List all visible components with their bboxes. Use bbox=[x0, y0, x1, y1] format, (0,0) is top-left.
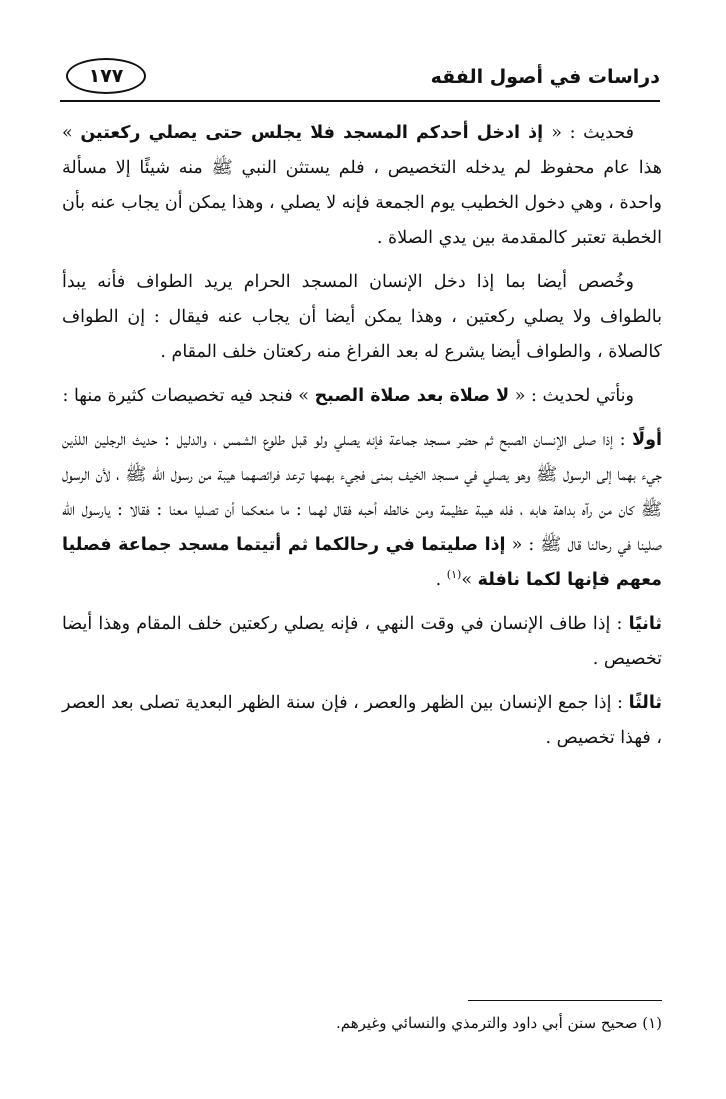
running-header bbox=[60, 58, 660, 102]
hadith-quote: لا صلاة بعد صلاة الصبح bbox=[314, 386, 510, 406]
paragraph-second bbox=[62, 607, 662, 677]
footnote-reference[interactable]: (١) bbox=[446, 568, 462, 582]
list-marker: أولًا bbox=[632, 430, 662, 450]
paragraph-text: . bbox=[435, 570, 447, 590]
paragraph-hadith-fajr bbox=[62, 379, 662, 414]
paragraph-text: » فنجد فيه تخصيصات كثيرة منها : bbox=[62, 386, 315, 406]
body-text bbox=[62, 116, 662, 765]
list-marker: ثالثًا bbox=[628, 693, 662, 713]
paragraph-text: » هذا عام محفوظ لم يدخله التخصيص ، فلم يستثن النبي ﷺ منه شيئًا إلا مسألة واحدة ، وهي دخول الخطيب يوم الجمعة فإنه لا يصلي ، وهذا يمكن أن يجاب عنه بأن الخطبة تعتبر كالمقدمة بين يدي الصلاة . bbox=[62, 123, 662, 248]
list-marker: ثانيًا bbox=[628, 614, 662, 634]
book-title: دراسات في أصول الفقه bbox=[430, 66, 660, 88]
paragraph-hadith-mosque bbox=[62, 116, 662, 256]
paragraph-text: فحديث : « bbox=[551, 123, 634, 143]
footnote-divider bbox=[468, 1000, 662, 1001]
paragraph-text: : إذا صلى الإنسان الصبح ثم حضر مسجد جماعة فإنه يصلي ولو قبل طلوع الشمس ، والدليل : حديث الرجلين اللذين جيء بهما إلى الرسول ﷺ وهو يصلي في مسجد الخيف بمنى فجيء بهمها ترعد فرائصهما هيبة من رسول اللّه ﷺ ، لأن الرسول ﷺ كان من رآه بداهة هابه ، فله هيبة عظيمة ومن خالطه أحبه فقال لهما : ما منعكما أن تصليا معنا : فقالا : يارسول اللّه صلينا في رحالنا قال ﷺ : « bbox=[62, 430, 662, 555]
paragraph-text: ونأتي لحديث : « bbox=[509, 386, 634, 406]
paragraph-text: : إذا جمع الإنسان بين الظهر والعصر ، فإن سنة الظهر البعدية تصلى بعد العصر ، فهذا تخصيص . bbox=[62, 693, 662, 748]
paragraph-text: : إذا طاف الإنسان في وقت النهي ، فإنه يصلي ركعتين خلف المقام وهذا أيضا تخصيص . bbox=[62, 614, 662, 669]
paragraph-tawaf: وخُصص أيضا بما إذا دخل الإنسان المسجد الحرام يريد الطواف فأنه يبدأ بالطواف ولا يصلي ركعتين ، وهذا يمكن أيضا أن يجاب عنه فيقال : إن الطواف كالصلاة ، والطواف أيضا يشرع له بعد الفراغ منه ركعتان خلف المقام . bbox=[62, 272, 662, 362]
paragraph-text: » bbox=[461, 570, 478, 590]
footnote: (١) صحيح سنن أبي داود والترمذي والنسائي وغيرهم. bbox=[335, 1014, 662, 1032]
paragraph-first bbox=[62, 423, 662, 598]
page-number: ١٧٧ bbox=[66, 58, 146, 94]
hadith-quote: إذا صليتما في رحالكما ثم أتيتما مسجد جماعة فصليا معهم فإنها لكما نافلة bbox=[62, 535, 662, 590]
paragraph-third bbox=[62, 686, 662, 756]
hadith-quote: إذ ادخل أحدكم المسجد فلا يجلس حتى يصلي ركعتين bbox=[80, 123, 552, 143]
